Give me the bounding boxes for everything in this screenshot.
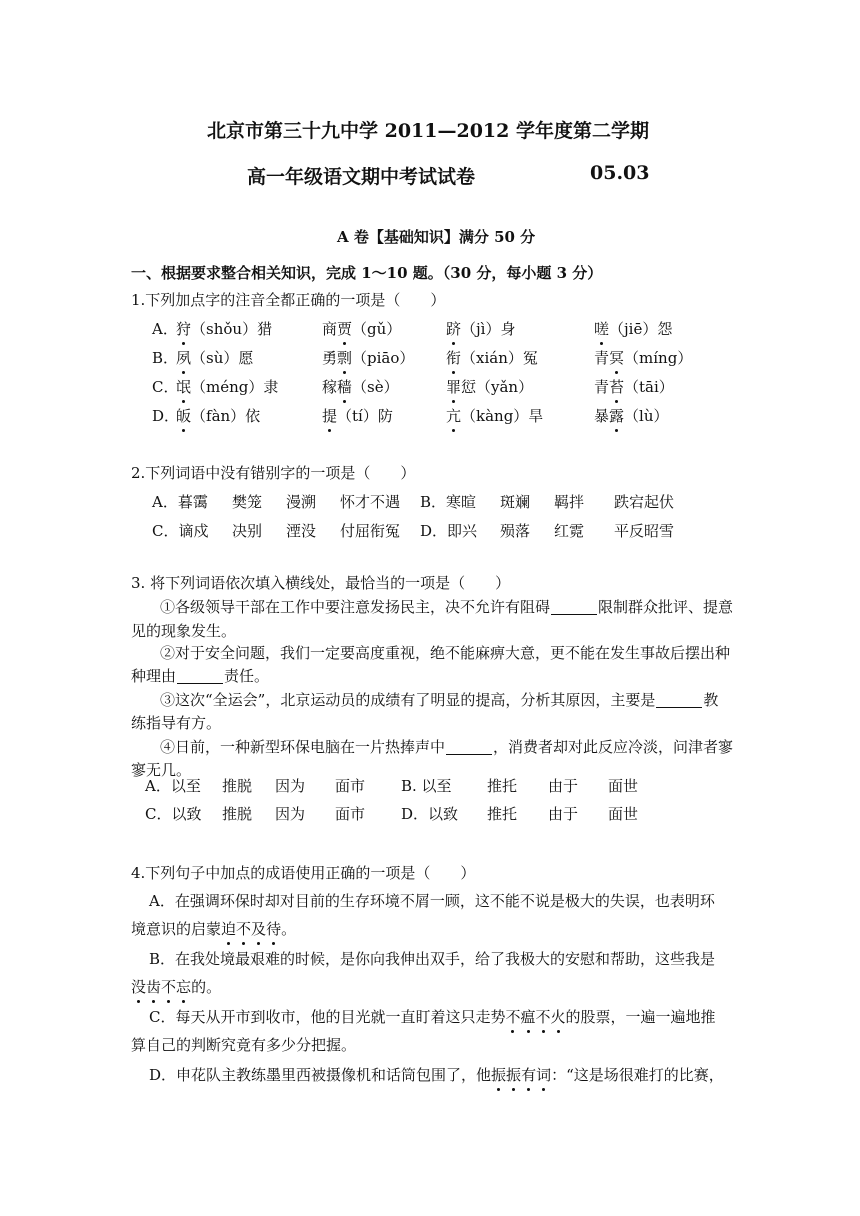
q3-option-word: 面市 [335,805,366,823]
pinyin-text: （shǒu）猎 [191,320,273,338]
dotted-char: 苔 [609,378,625,396]
blank-line [551,599,597,615]
dotted-char: 贾 [337,320,353,338]
q4-option-d [149,1065,724,1085]
q1-option-word [322,406,393,426]
dotted-char: 亢 [446,407,462,425]
q1-option-word [176,377,278,397]
q3-s3-text-end: 教 [703,691,719,709]
q4-a-text: 境意识的启蒙 [131,920,222,938]
dotted-char: 提 [322,407,338,425]
q3-option-word: A．以至 [145,777,201,795]
dotted-char: 迫 [221,920,237,938]
q3-s1-text: ①各级领导干部在工作中要注意发扬民主，决不允许有阻碍 [160,598,551,616]
q1-option-word [594,348,692,368]
q4-stem: 4.下列句子中加点的成语使用正确的一项是（ ） [131,864,476,882]
part1-heading: 一、根据要求整合相关知识，完成 1～10 题。（30 分，每小题 3 分） [131,264,603,282]
q3-option-word: 面世 [608,777,639,795]
pinyin-text: （tí）防 [337,407,393,425]
q1-option-word [176,348,253,368]
q3-option-word: 推脱 [222,777,253,795]
q3-sentence2-cont [131,666,269,686]
q3-sentence4-cont: 寥无几。 [131,761,192,779]
q3-option-word: 推托 [487,777,518,795]
dotted-char: 振 [506,1066,522,1084]
blank-line [656,692,702,708]
q4-c-end: 的股票，一遍一遍地推 [565,1008,716,1026]
q4-option-a-cont [131,919,296,939]
word-text: 商 [322,320,338,338]
pinyin-text: （méng）隶 [191,378,279,396]
q4-a-end: 。 [281,920,297,938]
q3-option-word: 推脱 [222,805,253,823]
q3-option-word: B. 以至 [401,777,452,795]
word-text: 青 [594,378,610,396]
word-text: 青 [594,349,610,367]
q4-option-a: A．在强调环保时却对目前的生存环境不屑一顾，这不能不说是极大的失误，也表明环 [149,892,715,910]
q4-option-b-cont [131,977,221,997]
q2-option-word: 跌宕起伏 [614,493,675,511]
q2-option-word: 殒落 [500,522,531,540]
dotted-char: 氓 [176,378,192,396]
dotted-char: 不 [161,978,177,996]
q1-option-label: B． [152,349,179,367]
q1-option-word [446,406,543,426]
dotted-char: 没 [131,978,147,996]
q4-option-c [149,1007,716,1027]
q1-option-word [322,319,401,339]
q3-s3-text: ③这次“全运会”，北京运动员的成绩有了明显的提高，分析其原因，主要是 [160,691,656,709]
q3-option-word: 面世 [608,805,639,823]
q1-option-word [176,406,260,426]
q2-option-word: A．暮霭 [152,493,208,511]
q3-s4-text-end: ，消费者却对此反应冷淡，问津者寥 [493,738,734,756]
dotted-char: 振 [491,1066,507,1084]
q4-c-idiom [505,1008,565,1026]
q2-option-word: D．即兴 [420,522,478,540]
word-text: 暴 [594,407,610,425]
q3-option-word: 由于 [548,805,579,823]
q3-sentence4 [160,737,733,757]
blank-line [177,668,223,684]
q2-option-word: 平反昭雪 [614,522,675,540]
q3-sentence3 [160,690,718,710]
dotted-char: 跻 [446,320,462,338]
q2-option-word: 付屈衔冤 [340,522,401,540]
q4-b-idiom [131,978,191,996]
q3-sentence3-cont: 练指导有方。 [131,714,222,732]
dotted-char: 不 [505,1008,521,1026]
pinyin-text: （kàng）旱 [461,407,544,425]
q3-option-word: 因为 [275,777,306,795]
pinyin-text: 愆（yǎn） [461,378,534,396]
q1-option-word [594,406,669,426]
word-text: 勇 [322,349,338,367]
q3-sentence1 [160,597,733,617]
exam-date: 05.03 [590,162,650,184]
q2-stem: 2.下列词语中没有错别字的一项是（ ） [131,464,416,482]
section-a-heading: A 卷【基础知识】满分 50 分 [337,228,536,246]
q1-stem: 1.下列加点字的注音全都正确的一项是（ ） [131,291,446,309]
pinyin-text: （piāo） [352,349,415,367]
dotted-char: 皈 [176,407,192,425]
q1-option-word [446,319,515,339]
q1-option-word [322,348,414,368]
pinyin-text: （sè） [352,378,399,396]
q3-option-word: 推托 [487,805,518,823]
q3-sentence2: ②对于安全问题，我们一定要高度重视，绝不能麻痹大意，更不能在发生事故后摆出种 [160,644,731,662]
q1-option-word [446,348,538,368]
dotted-char: 忘 [176,978,192,996]
q3-option-word: D．以致 [401,805,459,823]
pinyin-text: （lù） [624,407,669,425]
q1-option-label: D． [152,407,180,425]
q2-option-word: 樊笼 [232,493,263,511]
dotted-char: 不 [236,920,252,938]
q3-option-word: 面市 [335,777,366,795]
blank-line [446,739,492,755]
word-text: 稼 [322,378,338,396]
q3-s2-text: 种理由 [131,667,177,685]
q3-s2-text-end: 责任。 [224,667,270,685]
q2-option-word: 漫溯 [286,493,317,511]
q3-option-word: 因为 [275,805,306,823]
q4-option-c-cont: 算自己的判断究竟有多少分把握。 [131,1036,357,1054]
q3-option-word: 由于 [548,777,579,795]
q2-option-word: 湮没 [286,522,317,540]
dotted-char: 穑 [337,378,353,396]
exam-title-line1: 北京市第三十九中学 2011—2012 学年度第二学期 [207,120,649,142]
q1-option-word [176,319,272,339]
pinyin-text: （tāi） [624,378,674,396]
dotted-char: 嗟 [594,320,610,338]
q2-option-word: 怀才不遇 [340,493,401,511]
dotted-char: 剽 [337,349,353,367]
q1-option-word [446,377,533,397]
q4-c-text: C．每天从开市到收市，他的目光就一直盯着这只走势 [149,1008,506,1026]
q4-a-idiom [221,920,281,938]
dotted-char: 狩 [176,320,192,338]
q3-stem: 3. 将下列词语依次填入横线处，最恰当的一项是（ ） [131,574,511,592]
q4-d-idiom [491,1066,551,1084]
dotted-char: 罪 [446,378,462,396]
dotted-char: 露 [609,407,625,425]
pinyin-text: （míng） [624,349,693,367]
exam-title-line2: 高一年级语文期中考试试卷 [247,166,476,188]
q1-option-label: A． [152,320,178,338]
dotted-char: 词 [536,1066,552,1084]
dotted-char: 夙 [176,349,192,367]
q1-option-word [322,377,399,397]
dotted-char: 火 [550,1008,566,1026]
dotted-char: 齿 [146,978,162,996]
dotted-char: 不 [535,1008,551,1026]
q4-d-end: ：“这是场很难打的比赛， [551,1066,724,1084]
q1-option-word [594,319,672,339]
dotted-char: 待 [266,920,282,938]
pinyin-text: （jì）身 [461,320,516,338]
q3-option-word: C．以致 [145,805,202,823]
q2-option-word: 红霓 [554,522,585,540]
q3-s1-text-end: 限制群众批评、提意 [598,598,734,616]
q2-option-word: B．寒暄 [420,493,477,511]
q1-option-word [594,377,674,397]
q4-d-text: D．申花队主教练墨里西被摄像机和话筒包围了，他 [149,1066,492,1084]
q2-option-word: 决别 [232,522,263,540]
dotted-char: 冥 [609,349,625,367]
dotted-char: 及 [251,920,267,938]
pinyin-text: （sù）愿 [191,349,254,367]
q4-option-b: B．在我处境最艰难的时候，是你向我伸出双手，给了我极大的安慰和帮助，这些我是 [149,950,716,968]
q3-s4-text: ④日前，一种新型环保电脑在一片热捧声中 [160,738,446,756]
q1-option-label: C． [152,378,179,396]
q4-b-end: 的。 [191,978,222,996]
q2-option-word: 斑斓 [500,493,531,511]
pinyin-text: （gǔ） [352,320,402,338]
pinyin-text: （xián）冤 [461,349,538,367]
pinyin-text: （jiē）怨 [609,320,673,338]
q3-sentence1-cont: 见的现象发生。 [131,622,237,640]
dotted-char: 衔 [446,349,462,367]
dotted-char: 有 [521,1066,537,1084]
pinyin-text: （fàn）依 [191,407,261,425]
q2-option-word: 羁拌 [554,493,585,511]
q2-option-word: C．谪戍 [152,522,209,540]
dotted-char: 瘟 [520,1008,536,1026]
